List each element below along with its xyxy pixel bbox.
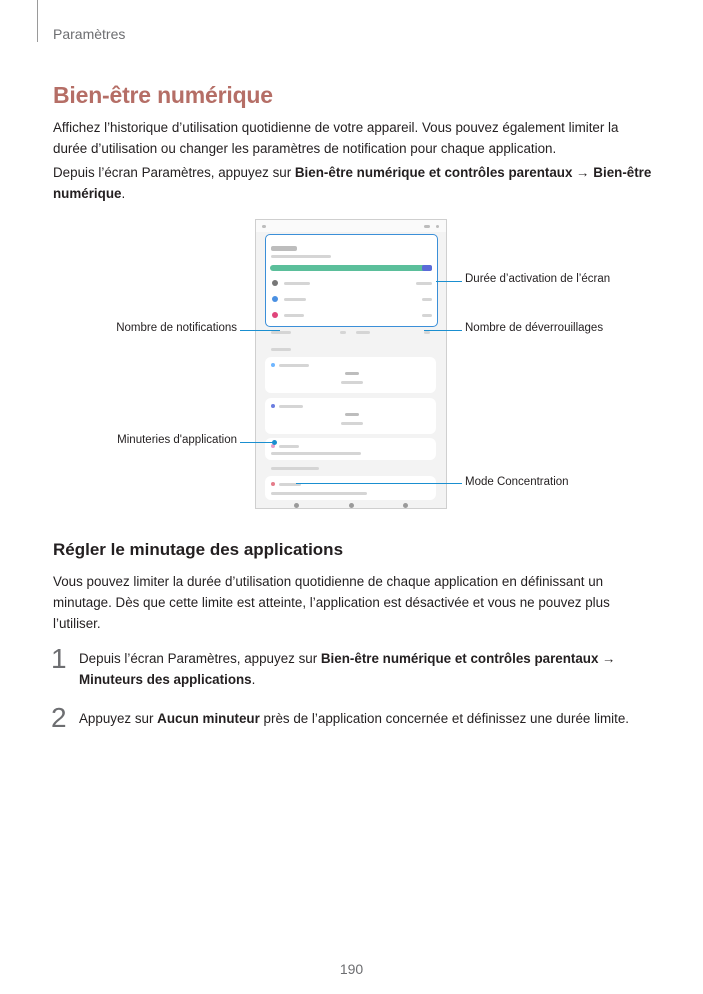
path-suffix: . bbox=[121, 186, 126, 201]
path-item: Bien-être numérique bbox=[53, 165, 652, 201]
app-timers-leader-line bbox=[240, 442, 274, 443]
phone-card bbox=[265, 476, 436, 500]
section-title: Régler le minutage des applications bbox=[53, 540, 344, 559]
callout-focus-mode: Mode Concentration bbox=[465, 476, 569, 488]
callout-notifications: Nombre de notifications bbox=[116, 322, 237, 334]
phone-card bbox=[265, 357, 436, 393]
step-2-suffix: près de l’application concernée et définissez une durée limite. bbox=[259, 711, 630, 726]
phone-status-bar bbox=[256, 220, 446, 232]
app-timers-dot bbox=[272, 440, 277, 445]
step-1-suffix: . bbox=[251, 672, 256, 687]
path-arrow: → bbox=[572, 165, 594, 180]
unlocks-leader-line bbox=[424, 330, 462, 331]
screen-time-usage-bar bbox=[270, 265, 432, 271]
path-prefix: Depuis l’écran Paramètres, appuyez sur bbox=[53, 165, 295, 180]
navigation-path-paragraph bbox=[53, 162, 653, 204]
page-number: 190 bbox=[339, 961, 364, 977]
callout-screen-time: Durée d’activation de l’écran bbox=[465, 273, 611, 285]
step-1-number: 1 bbox=[51, 643, 67, 674]
callout-app-timers: Minuteries d'application bbox=[117, 434, 237, 446]
phone-screenshot bbox=[255, 219, 447, 509]
notifications-leader-line bbox=[240, 330, 280, 331]
running-header: Paramètres bbox=[53, 26, 126, 42]
step-2-number: 2 bbox=[51, 702, 67, 733]
step-2-prefix: Appuyez sur bbox=[79, 711, 158, 726]
section-body: Vous pouvez limiter la durée d’utilisation quotidienne de chaque application en définissant un minutage. Dès que cette limite est atteinte, l’application est désactivée et vous ne pouvez plus l’utiliser. bbox=[53, 574, 610, 631]
screen-time-leader-line bbox=[436, 281, 462, 282]
step-2-text bbox=[79, 708, 639, 729]
header-divider bbox=[37, 0, 38, 42]
step-1-item: Minuteurs des applications bbox=[79, 672, 252, 687]
page-title: Bien-être numérique bbox=[53, 82, 273, 108]
step-1-menu: Bien-être numérique et contrôles parentaux bbox=[320, 651, 599, 666]
step-1-arrow: → bbox=[598, 651, 616, 666]
callout-unlocks: Nombre de déverrouillages bbox=[465, 322, 604, 334]
step-1-prefix: Depuis l’écran Paramètres, appuyez sur bbox=[79, 651, 321, 666]
path-menu: Bien-être numérique et contrôles parentaux bbox=[294, 165, 573, 180]
phone-card bbox=[265, 438, 436, 460]
step-1-text bbox=[79, 648, 639, 690]
phone-card bbox=[265, 398, 436, 434]
step-2-bold: Aucun minuteur bbox=[157, 711, 260, 726]
intro-paragraph: Affichez l’historique d’utilisation quotidienne de votre appareil. Vous pouvez également limiter la durée d’utilisation ou changer les paramètres de notification pour chaque application. bbox=[53, 120, 619, 156]
focus-mode-leader-line bbox=[296, 483, 462, 484]
usage-bar-segment bbox=[422, 265, 432, 271]
